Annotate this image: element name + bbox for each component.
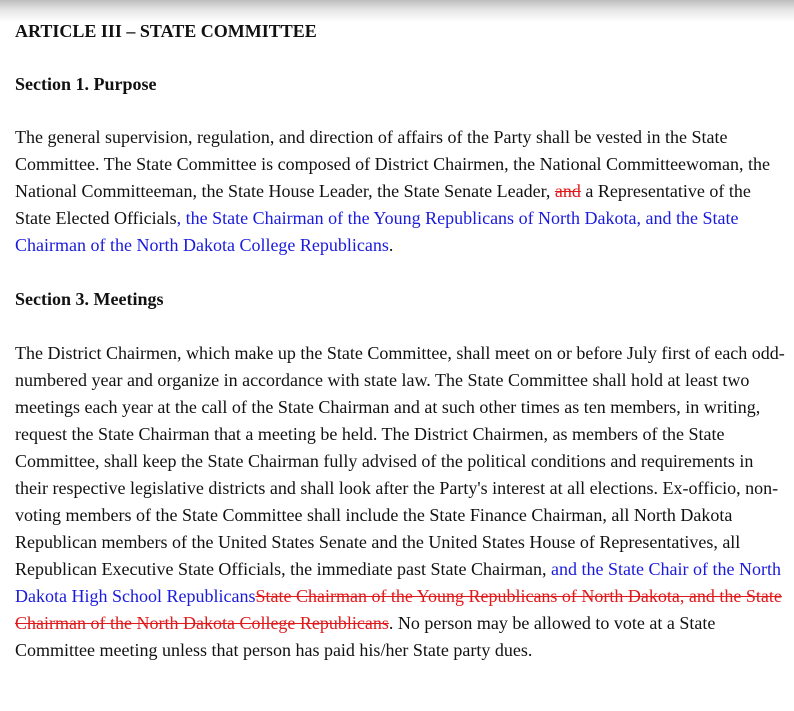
section-1-text: a Representative of the State Elected Officials: [15, 181, 751, 228]
article-title: ARTICLE III – STATE COMMITTEE: [15, 21, 317, 41]
document-body: [15, 18, 785, 664]
section-1-paragraph: [15, 124, 785, 259]
section-1-deleted-text: and: [554, 181, 581, 201]
section-3-text: . No person may be allowed to vote at a State Committee meeting unless that person has paid his/her State party dues.: [15, 613, 716, 660]
section-3-paragraph: [15, 340, 785, 664]
section-1-text: The general supervision, regulation, and direction of affairs of the Party shall be vested in the State Committee. The State Committee is composed of District Chairmen, the National Committeewoman, the National Committeeman, the State House Leader, the State Senate Leader,: [15, 127, 771, 201]
section-3-heading: Section 3. Meetings: [15, 289, 164, 309]
section-3-deleted-text: State Chairman of the Young Republicans of North Dakota, and the State Chairman of the North Dakota College Republicans: [15, 586, 782, 633]
section-1-text: .: [388, 235, 394, 255]
section-1-heading: Section 1. Purpose: [15, 74, 157, 94]
section-3-inserted-text: and the State Chair of the North Dakota High School Republicans: [15, 559, 781, 606]
section-3-text: The District Chairmen, which make up the State Committee, shall meet on or before July first of each odd-numbered year and organize in accordance with state law. The State Committee shall hold at least two meetings each year at the call of the State Chairman and at such other times as ten members, in writing, request the State Chairman that a meeting be held. The District Chairmen, as members of the State Committee, shall keep the State Chairman fully advised of the political conditions and requirements in their respective legislative districts and shall look after the Party's interest at all elections. Ex-officio, non-voting members of the State Committee shall include the State Finance Chairman, all North Dakota Republican members of the United States Senate and the United States House of Representatives, all Republican Executive State Officials, the immediate past State Chairman,: [15, 343, 785, 579]
section-1-inserted-text: , the State Chairman of the Young Republicans of North Dakota, and the State Chairman of the North Dakota College Republicans: [15, 208, 739, 255]
